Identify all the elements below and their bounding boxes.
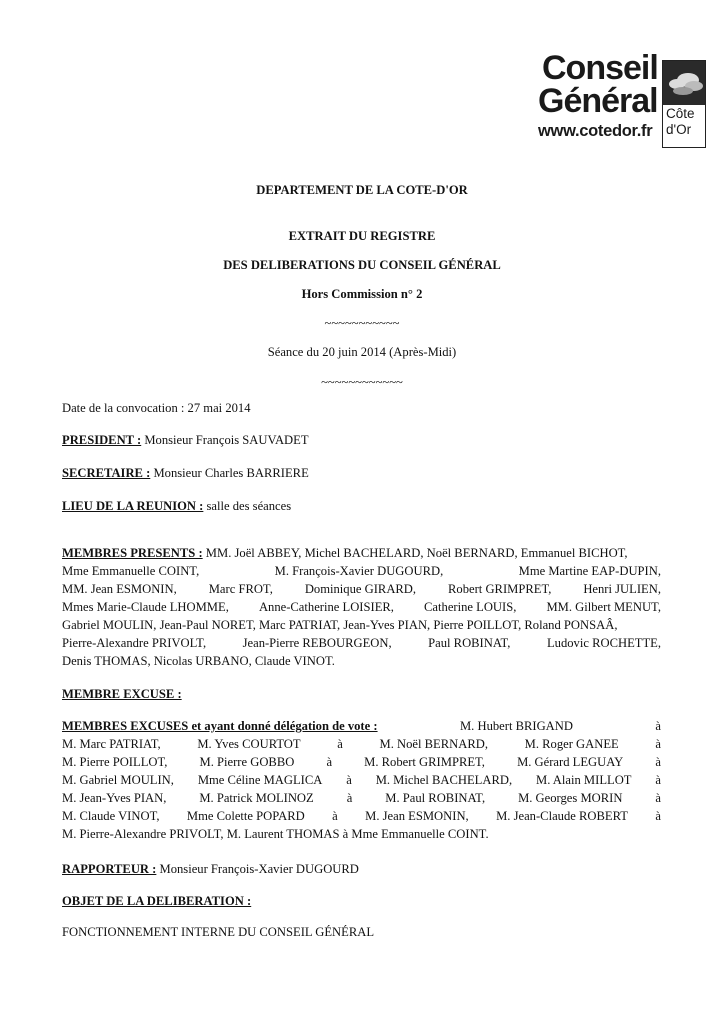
secretaire-line (62, 466, 309, 481)
member-name: Henri JULIEN, (583, 582, 661, 596)
member-name: M. Paul ROBINAT, (385, 791, 486, 805)
delegation-to: à (655, 737, 661, 751)
delegation-line-1 (62, 719, 661, 734)
separator-2: ~~~~~~~~~~~~ (321, 375, 403, 389)
lieu-value: salle des séances (203, 499, 292, 513)
member-name: M. Gérard LEGUAY (517, 755, 624, 769)
member-name: MM. Jean ESMONIN, (62, 582, 177, 596)
commission-title: Hors Commission n° 2 (301, 287, 423, 301)
member-name: M. Georges MORIN (518, 791, 623, 805)
member-name: Mmes Marie-Claude LHOMME, (62, 600, 229, 614)
member-name: Mme Céline MAGLICA (197, 773, 323, 787)
delegation-label: MEMBRES EXCUSES et ayant donné délégation de vote : (62, 719, 378, 733)
objet-value: FONCTIONNEMENT INTERNE DU CONSEIL GÉNÉRAL (62, 925, 375, 939)
president-label: PRESIDENT : (62, 433, 142, 447)
membres-presents-line-6 (62, 636, 661, 651)
session-date: Séance du 20 juin 2014 (Après-Midi) (267, 345, 457, 359)
logo-line1: Conseil (542, 49, 658, 87)
delegation-line-4 (62, 773, 661, 788)
member-name: Dominique GIRARD, (304, 582, 417, 596)
member-name: M. Hubert BRIGAND (459, 719, 573, 733)
lieu-line (62, 499, 291, 514)
member-name: Catherine LOUIS, (424, 600, 517, 614)
membres-presents-line-3 (62, 582, 661, 597)
delegation-to: à (326, 755, 333, 769)
delegation-line-2 (62, 737, 661, 752)
conseil-general-logo (518, 50, 704, 150)
member-name: M. Michel BACHELARD, (375, 773, 513, 787)
membres-presents-line-5 (62, 618, 661, 633)
rapporteur-line (62, 862, 359, 877)
delegation-to: à (655, 719, 661, 733)
delegation-to: à (337, 737, 343, 751)
delegation-to: à (655, 755, 661, 769)
delegation-to: à (655, 809, 661, 823)
member-name: Mme Emmanuelle COINT, (62, 564, 200, 578)
member-name: M. Pierre POILLOT, (62, 755, 168, 769)
badge-text (666, 106, 695, 138)
membres-presents-text: MM. Joël ABBEY, Michel BACHELARD, Noël BERNARD, Emmanuel BICHOT, (202, 546, 628, 560)
department-title: DEPARTEMENT DE LA COTE-D'OR (256, 183, 468, 197)
member-name: M. Pierre GOBBO (199, 755, 295, 769)
badge-line1: Côte (666, 106, 695, 121)
cloud-icon (663, 61, 705, 105)
membres-presents-line-7: Denis THOMAS, Nicolas URBANO, Claude VINOT. (62, 654, 335, 668)
separator-1: ~~~~~~~~~~~ (324, 316, 400, 330)
member-names: Gabriel MOULIN, Jean-Paul NORET, Marc PATRIAT, Jean-Yves PIAN, Pierre POILLOT, Roland PONSAÂ, (62, 618, 618, 632)
member-name: M. Alain MILLOT (536, 773, 632, 787)
member-name: M. Robert GRIMPRET, (364, 755, 485, 769)
membres-presents-line-1 (62, 546, 661, 561)
member-name: M. Gabriel MOULIN, (62, 773, 174, 787)
convocation-date: Date de la convocation : 27 mai 2014 (62, 401, 251, 415)
member-name: Pierre-Alexandre PRIVOLT, (62, 636, 207, 650)
member-name: M. Patrick MOLINOZ (199, 791, 314, 805)
extract-title: EXTRAIT DU REGISTRE (288, 229, 436, 243)
secretaire-value: Monsieur Charles BARRIERE (150, 466, 309, 480)
membres-presents-line-2 (62, 564, 661, 579)
rapporteur-label: RAPPORTEUR : (62, 862, 157, 876)
member-name: Marc FROT, (208, 582, 273, 596)
rapporteur-value: Monsieur François-Xavier DUGOURD (156, 862, 359, 876)
membres-presents-line-4 (62, 600, 661, 615)
president-value: Monsieur François SAUVADET (141, 433, 309, 447)
delegation-to: à (346, 791, 353, 805)
secretaire-label: SECRETAIRE : (62, 466, 151, 480)
member-name: M. Jean-Yves PIAN, (62, 791, 167, 805)
member-name: M. Noël BERNARD, (379, 737, 488, 751)
delegation-line-3 (62, 755, 661, 770)
member-name: MM. Gilbert MENUT, (546, 600, 661, 614)
member-name: Anne-Catherine LOISIER, (258, 600, 394, 614)
member-name: M. Marc PATRIAT, (62, 737, 161, 751)
deliberations-title: DES DELIBERATIONS DU CONSEIL GÉNÉRAL (223, 258, 501, 272)
member-name: M. Jean-Claude ROBERT (496, 809, 628, 823)
member-name: Mme Martine EAP-DUPIN, (518, 564, 661, 578)
delegation-line-6 (62, 809, 661, 824)
member-name: Robert GRIMPRET, (448, 582, 552, 596)
member-name: M. Roger GANEE (524, 737, 619, 751)
delegation-to: à (332, 809, 338, 823)
delegation-to: à (655, 791, 661, 805)
objet-label: OBJET DE LA DELIBERATION : (62, 894, 252, 908)
member-name: M. Jean ESMONIN, (365, 809, 469, 823)
member-name: M. François-Xavier DUGOURD, (274, 564, 444, 578)
president-line (62, 433, 309, 448)
delegation-to: à (346, 773, 352, 787)
member-name: Paul ROBINAT, (428, 636, 511, 650)
delegation-line-7: M. Pierre-Alexandre PRIVOLT, M. Laurent THOMAS à Mme Emmanuelle COINT. (62, 827, 489, 841)
member-name: Mme Colette POPARD (186, 809, 305, 823)
logo-website: www.cotedor.fr (538, 122, 653, 140)
lieu-label: LIEU DE LA REUNION : (62, 499, 204, 513)
membre-excuse-label: MEMBRE EXCUSE : (62, 687, 182, 701)
delegation-line-5 (62, 791, 661, 806)
member-name: M. Yves COURTOT (197, 737, 301, 751)
membres-presents-label: MEMBRES PRESENTS : (62, 546, 203, 560)
member-name: M. Claude VINOT, (62, 809, 160, 823)
logo-line2: Général (538, 82, 658, 120)
cote-dor-badge (662, 60, 706, 148)
member-name: Jean-Pierre REBOURGEON, (242, 636, 392, 650)
badge-line2: d'Or (666, 122, 692, 137)
delegation-to: à (655, 773, 661, 787)
member-name: Ludovic ROCHETTE, (546, 636, 661, 650)
